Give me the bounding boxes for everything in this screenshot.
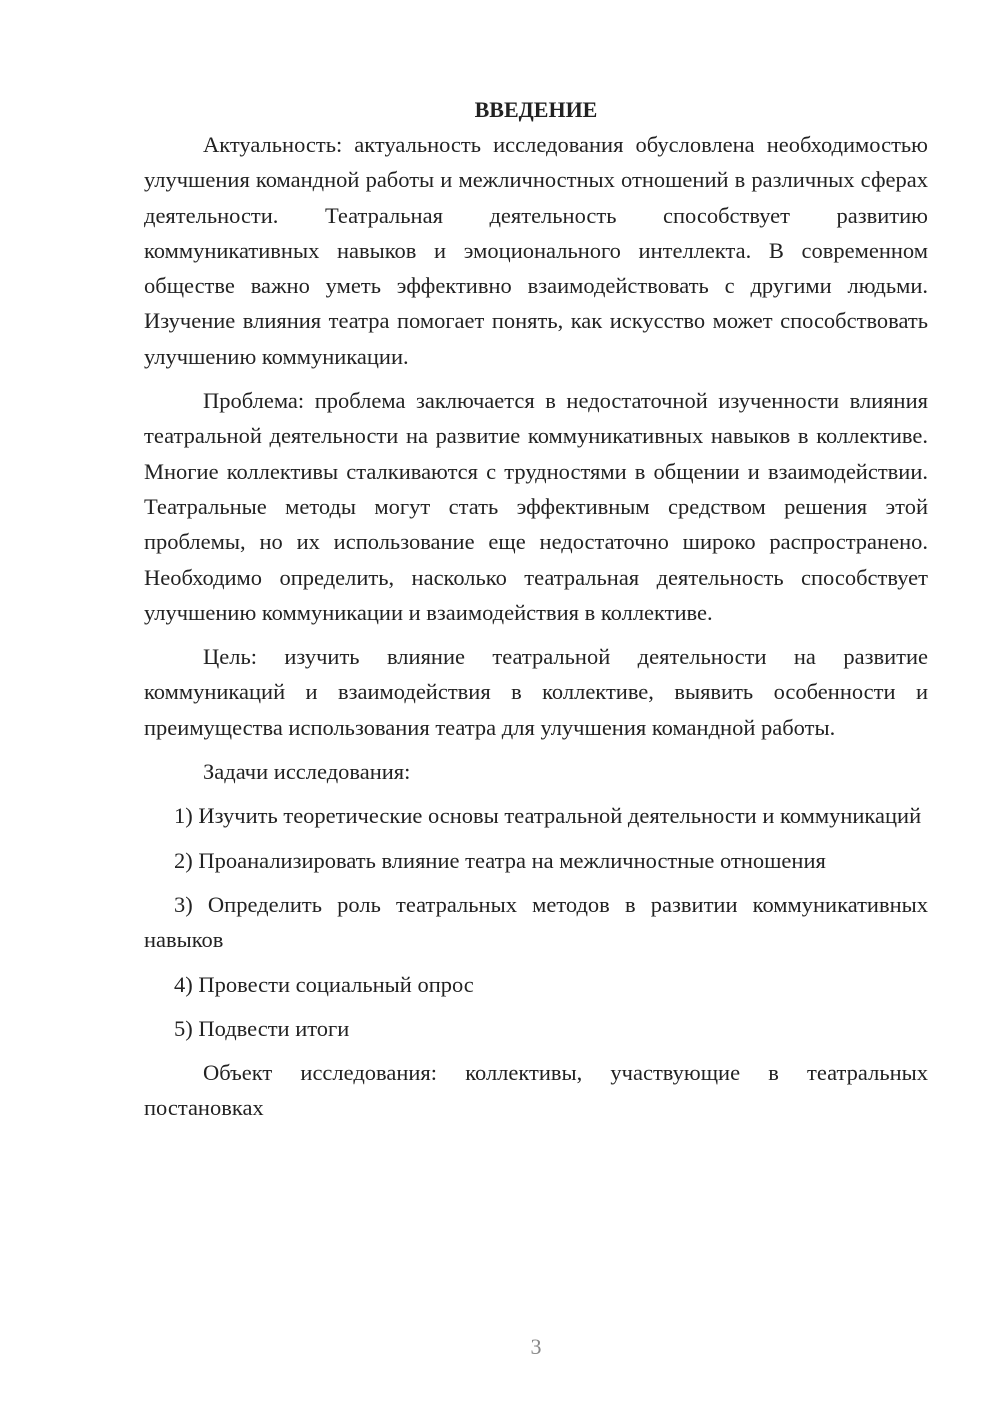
relevance-paragraph: Актуальность: актуальность исследования обусловлена необходимостью улучшения командной работы и межличностных отношений в различных сферах деятельности. Театральная деятельность способствует развитию коммуникативных навыков и эмоционального интеллекта. В современном обществе важно уметь эффективно взаимодействовать с другими людьми. Изучение влияния театра помогает понять, как искусство может способствовать улучшению коммуникации. <box>144 132 928 369</box>
task-item-5: 5) Подвести итоги <box>174 1015 350 1041</box>
task-item-2: 2) Проанализировать влияние театра на межличностные отношения <box>174 847 826 873</box>
goal-paragraph: Цель: изучить влияние театральной деятельности на развитие коммуникаций и взаимодействия в коллективе, выявить особенности и преимущества использования театра для улучшения командной работы. <box>144 644 928 740</box>
page-content <box>144 92 928 1126</box>
object-paragraph: Объект исследования: коллективы, участвующие в театральных постановках <box>144 1060 928 1121</box>
section-heading: ВВЕДЕНИЕ <box>474 97 598 122</box>
task-item-1: 1) Изучить теоретические основы театральной деятельности и коммуникаций <box>174 803 922 829</box>
task-item-4: 4) Провести социальный опрос <box>174 971 474 997</box>
tasks-heading: Задачи исследования: <box>203 759 411 785</box>
page-number: 3 <box>530 1334 542 1359</box>
problem-paragraph: Проблема: проблема заключается в недостаточной изученности влияния театральной деятельности на развитие коммуникативных навыков в коллективе. Многие коллективы сталкиваются с трудностями в общении и взаимодействии. Театральные методы могут стать эффективным средством решения этой проблемы, но их использование еще недостаточно широко распространено. Необходимо определить, насколько театральная деятельность способствует улучшению коммуникации и взаимодействия в коллективе. <box>144 388 928 625</box>
task-item-3: 3) Определить роль театральных методов в развитии коммуникативных навыков <box>144 891 928 953</box>
